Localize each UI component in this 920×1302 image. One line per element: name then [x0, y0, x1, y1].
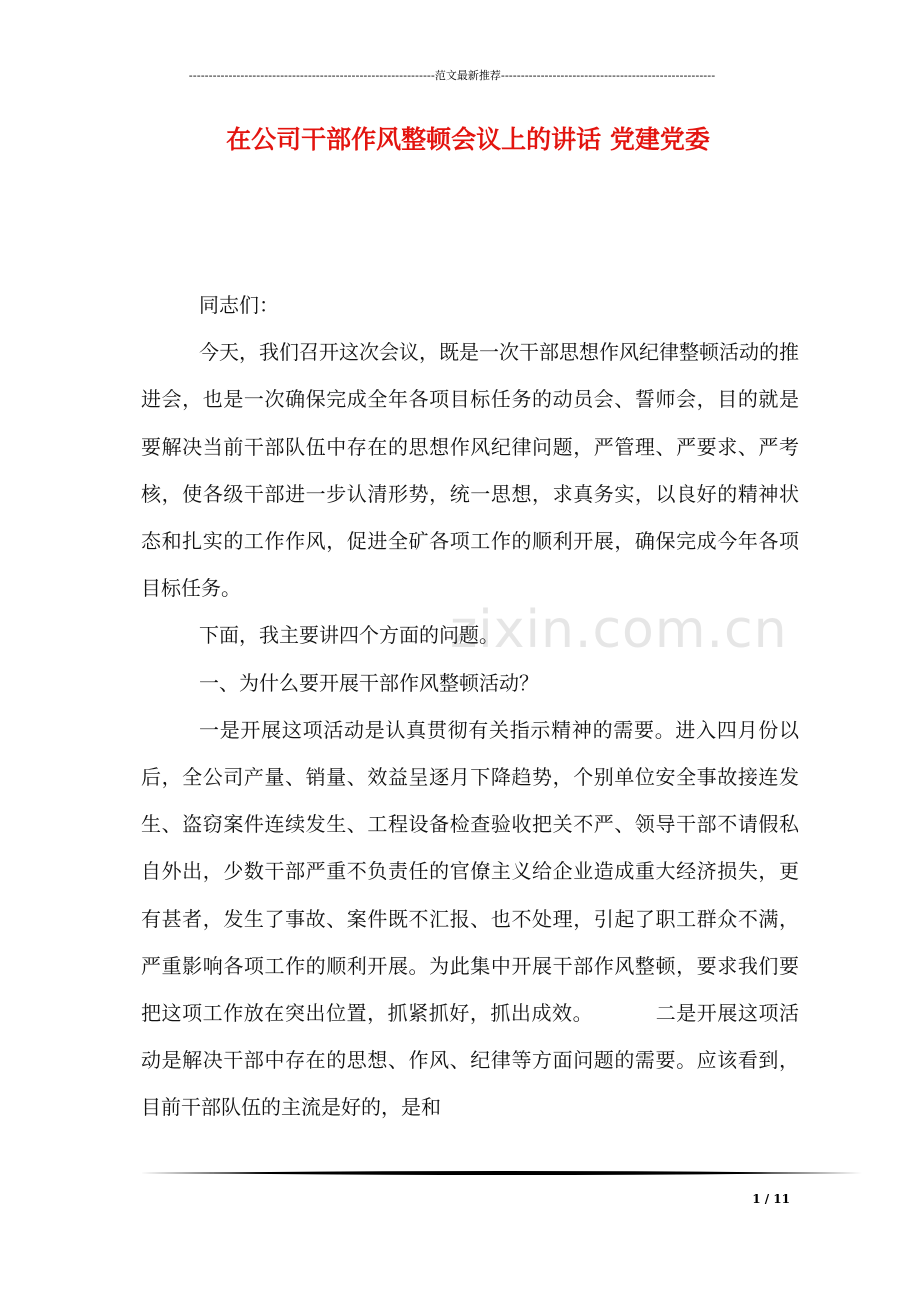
paragraph-reason-two-text: 二是开展这项活动是解决干部中存在的思想、作风、纪律等方面问题的需要。应该看到，目前干部队伍的主流是好的，是和: [141, 1001, 800, 1120]
page-header-banner: --------------------------------------------------------------范文最新推荐------------------------------------------------------: [188, 69, 716, 82]
paragraph-reason-one-text: 一是开展这项活动是认真贯彻有关指示精神的需要。进入四月份以后，全公司产量、销量、效益呈逐月下降趋势，个别单位安全事故接连发生、盗窃案件连续发生、工程设备检查验收把关不严、领导干部不请假私自外出，少数干部严重不负责任的官僚主义给企业造成重大经济损失，更有甚者，发生了事故、案件既不汇报、也不处理，引起了职工群众不满，严重影响各项工作的顺利开展。为此集中开展干部作风整顿，要求我们要把这项工作放在突出位置，抓紧抓好，抓出成效。: [141, 717, 799, 1026]
section-heading-one: 一、为什么要开展干部作风整顿活动？: [199, 670, 539, 695]
paragraph-opening: 今天，我们召开这次会议，既是一次干部思想作风纪律整顿活动的推进会，也是一次确保完成全年各项目标任务的动员会、誓师会，目的就是要解决当前干部队伍中存在的思想作风纪律问题，严管理、严要求、严考核，使各级干部进一步认清形势，统一思想，求真务实，以良好的精神状态和扎实的工作作风，促进全矿各项工作的顺利开展，确保完成今年各项目标任务。: [141, 340, 799, 601]
document-title: 在公司干部作风整顿会议上的讲话 党建党委: [226, 125, 710, 154]
paragraph-reason-one: [141, 707, 799, 1132]
page-number: 1 / 11: [752, 1192, 790, 1206]
watermark-text: zixin.com.cn: [450, 600, 788, 660]
paragraph-outline: 下面，我主要讲四个方面的问题。: [199, 623, 499, 648]
footer-rule: [140, 1170, 862, 1176]
document-body: [141, 282, 799, 1132]
paragraph-salutation: 同志们：: [199, 293, 279, 317]
